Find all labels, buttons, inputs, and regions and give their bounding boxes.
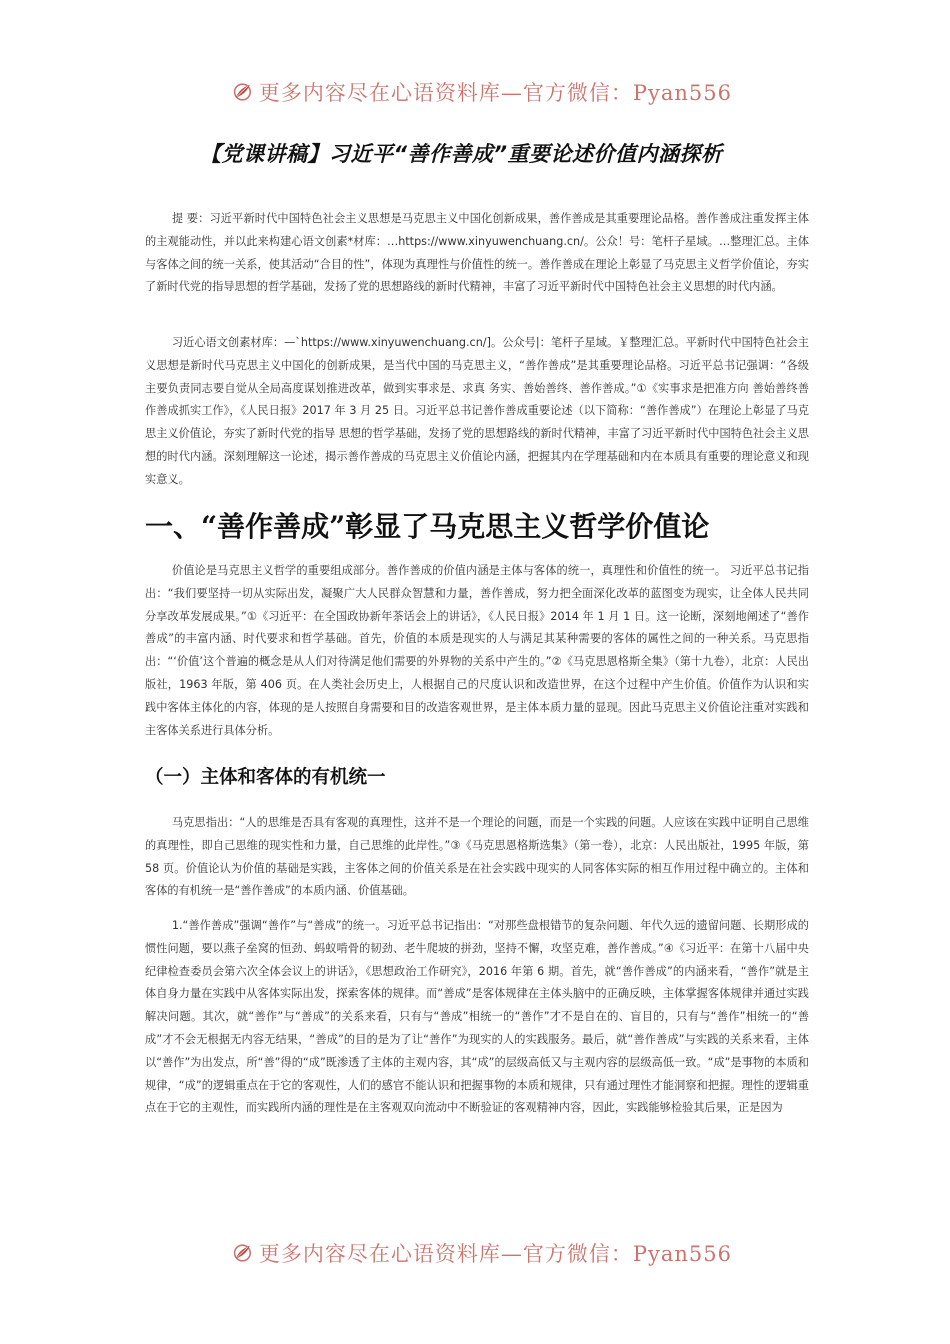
banner-text: 更多内容尽在心语资料库—官方微信：Pyan556 — [258, 81, 732, 105]
banner-text: 更多内容尽在心语资料库—官方微信：Pyan556 — [258, 1242, 732, 1266]
subsection-heading-1: （一）主体和客体的有机统一 — [145, 767, 386, 788]
leaf-logo-icon — [232, 1235, 253, 1271]
leaf-logo-icon — [232, 74, 253, 110]
subsection1-paragraph-2: 1.“善作善成”强调“善作”与“善成”的统一。习近平总书记指出：“对那些盘根错节的复杂问题、年代久远的遗留问题、长期形成的惯性问题，要以燕子垒窝的恒劲、蚂蚁啃骨的韧劲、老牛爬坡的拼劲，坚持不懈，攻坚克难，善作善成。”④《习近平：在第十八届中央纪律检查委员会第六次全体会议上的讲话》，《思想政治工作研究》，2016 年第 6 期。首先，就“善作善成”的内涵来看，“善作”就是主体自身力量在实践中从客体实际出发，探索客体的规律。而“善成”是客体规律在主体头脑中的正确反映，主体掌握客体规律并通过实践解决问题。其次，就“善作”与“善成”的关系来看，只有与“善成”相统一的“善作”才不是自在的、盲目的，只有与“善作”相统一的“善成”才不会无根据无内容无结果，“善成”的目的是为了让“善作”为现实的人的实践服务。最后，就“善作善成”与实践的关系来看，主体以“善作”为出发点，所“善”得的“成”既渗透了主体的主观内容，其“成”的层级高低又与主观内容的层级高低一致。“成”是事物的本质和规律，“成”的逻辑重点在于它的客观性，人们的感官不能认识和把握事物的本质和规律，只有通过理性才能洞察和把握。理性的逻辑重点在于它的主观性，而实践所内涵的理性是在主客观双向流动中不断验证的客观精神内容，因此，实践能够检验其后果，正是因为 — [145, 919, 809, 1115]
abstract-paragraph: 提 要：习近平新时代中国特色社会主义思想是马克思主义中国化创新成果，善作善成是其重要理论品格。善作善成注重发挥主体的主观能动性，并以此来构建心语文创素*材库：…https://www.xinyuwenchuang.cn/。公众！号：笔杆子星域。…整理汇总。主体与客体之间的统一关系，使其活动“合目的性”，体现为真理性与价值性的统一。善作善成在理论上彰显了马克思主义哲学价值论，夯实了新时代党的指导思想的哲学基础，发扬了党的思想路线的新时代精神，丰富了习近平新时代中国特色社会主义思想的时代内涵。 — [145, 212, 809, 294]
footer-banner — [232, 1233, 732, 1273]
section-heading-1: 一、“善作善成”彰显了马克思主义哲学价值论 — [145, 510, 710, 543]
document-title: 【党课讲稿】习近平“善作善成”重要论述价值内涵探析 — [200, 142, 723, 166]
subsection1-paragraph-1: 马克思指出：“人的思维是否具有客观的真理性，这并不是一个理论的问题，而是一个实践的问题。人应该在实践中证明自己思维的真理性，即自己思维的现实性和力量，自己思维的此岸性。”③《马克思恩格斯选集》（第一卷），北京：人民出版社，1995 年版，第 58 页。价值论认为价值的基础是实践，主客体之间的价值关系是在社会实践中现实的人同客体实际的相互作用过程中确立的。主体和客体的有机统一是“善作善成”的本质内涵、价值基础。 — [145, 816, 809, 898]
section1-paragraph: 价值论是马克思主义哲学的重要组成部分。善作善成的价值内涵是主体与客体的统一，真理性和价值性的统一。 习近平总书记指出：“我们要坚持一切从实际出发，凝聚广大人民群众智慧和力量，善作善成，努力把全面深化改革的蓝图变为现实，让全体人民共同分享改革发展成果。”①《习近平：在全国政协新年茶话会上的讲话》，《人民日报》2014 年 1 月 1 日。这一论断，深刻地阐述了“善作善成”的丰富内涵、时代要求和哲学基础。首先，价值的本质是现实的人与满足其某种需要的客体的属性之间的一种关系。马克思指出：“‘价值’这个普遍的概念是从人们对待满足他们需要的外界物的关系中产生的。”②《马克思恩格斯全集》（第十九卷），北京：人民出版社，1963 年版，第 406 页。在人类社会历史上，人根据自己的尺度认识和改造世界，在这个过程中产生价值。价值作为认识和实践中客体主体化的内容，体现的是人按照自身需要和目的改造客观世界，是主体本质力量的显现。因此马克思主义价值论注重对实践和主客体关系进行具体分析。 — [145, 564, 809, 737]
header-banner — [232, 72, 732, 112]
intro-paragraph: 习近心语文创素材库：—`https://www.xinyuwenchuang.cn/]。公众号|：笔杆子星域。￥整理汇总。平新时代中国特色社会主义思想是新时代马克思主义中国化的创新成果，是当代中国的马克思主义，“善作善成”是其重要理论品格。习近平总书记强调：“各级主要负责同志要自觉从全局高度谋划推进改革，做到实事求是、求真 务实、善始善终、善作善成。”①《实事求是把准方向 善始善终善作善成抓实工作》，《人民日报》2017 年 3 月 25 日。习近平总书记善作善成重要论述（以下简称：“善作善成”）在理论上彰显了马克思主义价值论，夯实了新时代党的指导 思想的哲学基础，发扬了党的思想路线的新时代精神，丰富了习近平新时代中国特色社会主义思想的时代内涵。深刻理解这一论述，揭示善作善成的马克思主义价值论内涵，把握其内在学理基础和内在本质具有重要的理论意义和现实意义。 — [145, 336, 809, 486]
